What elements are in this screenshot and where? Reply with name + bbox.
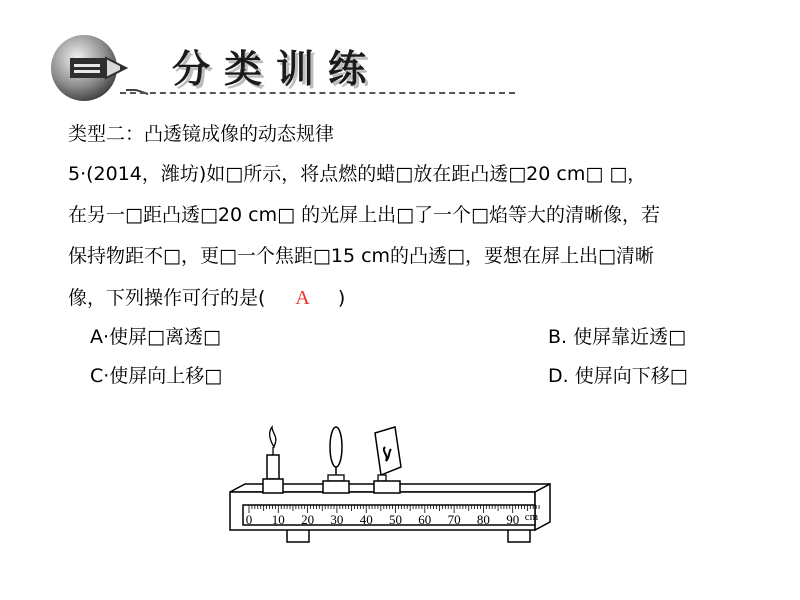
- option-c: C·使屏向上移□: [90, 365, 223, 387]
- question-line-2: 在另一□距凸透□20 cm□ 的光屏上出□了一个□焰等大的清晰像，若: [68, 204, 660, 226]
- pencil-icon: [48, 28, 178, 128]
- section-title: 分类训练: [172, 47, 381, 91]
- question-line-1: 5·(2014，潍坊)如□所示，将点燃的蜡□放在距凸透□20 cm□ □，: [68, 163, 647, 185]
- ruler-tick-label: 20: [301, 512, 315, 527]
- light-screen: [374, 427, 401, 493]
- ruler-tick-label: 60: [418, 512, 432, 527]
- candle: [263, 427, 283, 493]
- question-line-4-text: 像，下列操作可行的是(: [68, 287, 266, 309]
- convex-lens: [323, 427, 349, 493]
- option-b: B. 使屏靠近透□: [548, 326, 687, 348]
- ruler-tick-label: 40: [359, 512, 373, 527]
- question-line-4: [68, 284, 758, 312]
- section-header: [0, 0, 800, 110]
- type-heading: 类型二：凸透镜成像的动态规律: [68, 123, 335, 145]
- option-a: A·使屏□离透□: [90, 326, 221, 348]
- question-line-4-close: ): [337, 287, 346, 309]
- ruler-tick-label: 50: [389, 512, 402, 527]
- ruler-unit-label: cm: [524, 511, 539, 523]
- ruler-tick-label: 10: [271, 512, 285, 527]
- option-d: D. 使屏向下移□: [548, 365, 688, 387]
- question-line-3: 保持物距不□，更□一个焦距□15 cm的凸透□，要想在屏上出□清晰: [68, 245, 654, 267]
- answer-mark: A: [295, 287, 310, 309]
- ruler-tick-label: 30: [330, 512, 344, 527]
- ruler-tick-label: 0: [245, 512, 253, 527]
- ruler-tick-label: 80: [476, 512, 490, 527]
- ruler-tick-label: 90: [506, 512, 520, 527]
- optical-bench-figure: [225, 425, 565, 555]
- header-divider: [120, 92, 515, 94]
- ruler-tick-label: 70: [447, 512, 461, 527]
